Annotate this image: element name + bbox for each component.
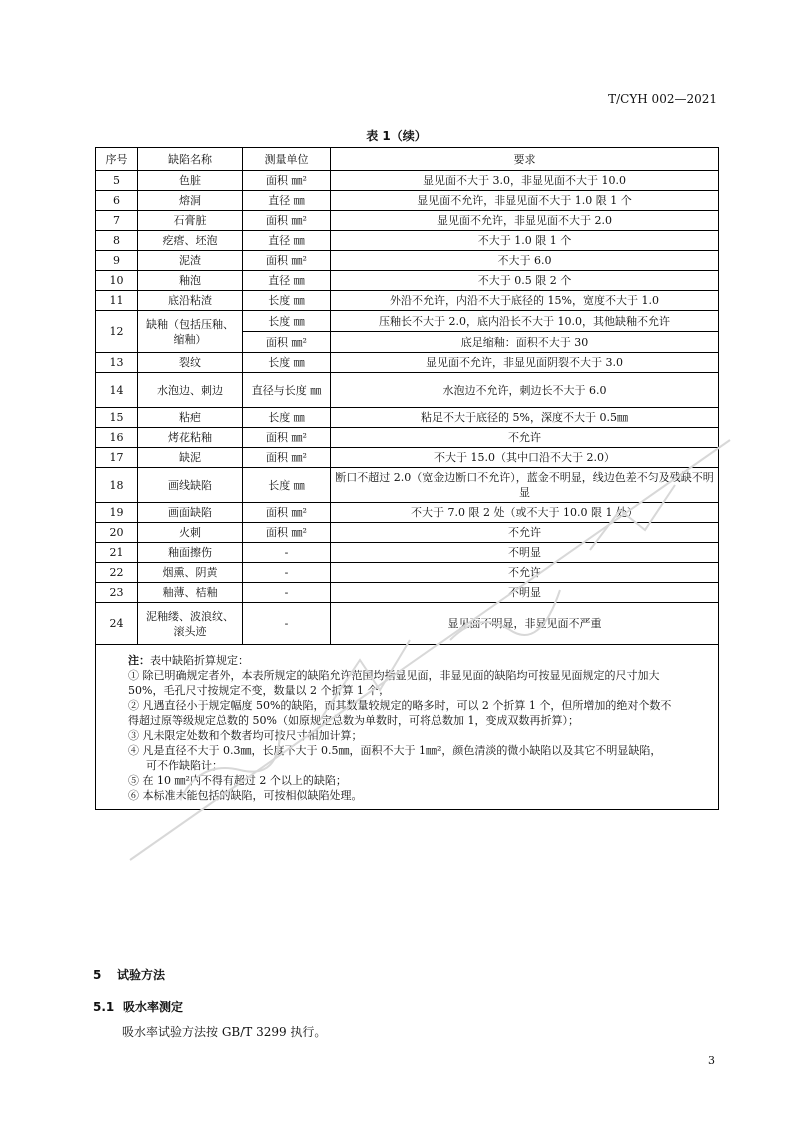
table-row xyxy=(96,211,719,231)
cell-name: 画线缺陷 xyxy=(138,468,243,503)
table-row xyxy=(96,408,719,428)
note-1b: 50%，毛孔尺寸按规定不变，数量以 2 个折算 1 个； xyxy=(128,684,390,697)
cell-name: 裂纹 xyxy=(138,353,243,373)
cell-no: 10 xyxy=(96,271,138,291)
section-title: 吸水率测定 xyxy=(123,1000,184,1014)
cell-unit: 面积 ㎜² xyxy=(243,503,331,523)
cell-req: 不大于 15.0（其中口沿不大于 2.0） xyxy=(331,448,719,468)
cell-no: 19 xyxy=(96,503,138,523)
table-row xyxy=(96,503,719,523)
cell-unit: - xyxy=(243,583,331,603)
note-intro: 表中缺陷折算规定： xyxy=(150,654,249,667)
cell-req: 显见面不允许，非显见面阴裂不大于 3.0 xyxy=(331,353,719,373)
table-row xyxy=(96,563,719,583)
cell-req: 显见面不允许，非显见面不大于 2.0 xyxy=(331,211,719,231)
cell-unit: 面积 ㎜² xyxy=(243,211,331,231)
table-row xyxy=(96,251,719,271)
section-number: 5 xyxy=(93,968,102,982)
cell-req: 不大于 1.0 限 1 个 xyxy=(331,231,719,251)
notes-row xyxy=(96,645,719,810)
cell-req: 不允许 xyxy=(331,523,719,543)
notes-cell xyxy=(96,645,719,810)
cell-no: 12 xyxy=(96,311,138,353)
cell-req: 不明显 xyxy=(331,583,719,603)
note-3: ③ 凡未限定处数和个数者均可按尺寸相加计算； xyxy=(128,729,363,742)
cell-unit: 长度 ㎜ xyxy=(243,311,331,332)
note-1a: ① 除已明确规定者外，本表所规定的缺陷允许范围均指显见面，非显见面的缺陷均可按显见面规定的尺寸加大 xyxy=(128,669,660,682)
cell-name: 石膏脏 xyxy=(138,211,243,231)
cell-name: 泥渣 xyxy=(138,251,243,271)
standard-code: T/CYH 002—2021 xyxy=(608,92,717,106)
cell-name: 缺釉（包括压釉、缩釉） xyxy=(138,311,243,353)
table-header-row xyxy=(96,148,719,171)
cell-req: 底足缩釉：面积不大于 30 xyxy=(331,332,719,353)
cell-name: 釉面擦伤 xyxy=(138,543,243,563)
cell-req: 不允许 xyxy=(331,563,719,583)
cell-unit: 直径 ㎜ xyxy=(243,271,331,291)
cell-unit: - xyxy=(243,563,331,583)
cell-name: 釉薄、桔釉 xyxy=(138,583,243,603)
table-row xyxy=(96,583,719,603)
cell-name: 粘疤 xyxy=(138,408,243,428)
cell-name: 底沿粘渣 xyxy=(138,291,243,311)
cell-no: 15 xyxy=(96,408,138,428)
table-row xyxy=(96,291,719,311)
cell-req: 不大于 7.0 限 2 处（或不大于 10.0 限 1 处） xyxy=(331,503,719,523)
cell-unit: 直径与长度 ㎜ xyxy=(243,373,331,408)
note-6: ⑥ 本标准未能包括的缺陷，可按相似缺陷处理。 xyxy=(128,789,363,802)
cell-no: 23 xyxy=(96,583,138,603)
table-row xyxy=(96,543,719,563)
table-row xyxy=(96,311,719,332)
table-row xyxy=(96,603,719,645)
cell-unit: 长度 ㎜ xyxy=(243,291,331,311)
table-row xyxy=(96,191,719,211)
cell-no: 11 xyxy=(96,291,138,311)
cell-unit: - xyxy=(243,543,331,563)
cell-no: 7 xyxy=(96,211,138,231)
table-row xyxy=(96,523,719,543)
header-no: 序号 xyxy=(96,148,138,171)
cell-name: 疙瘩、坯泡 xyxy=(138,231,243,251)
table-row xyxy=(96,171,719,191)
cell-req: 不大于 0.5 限 2 个 xyxy=(331,271,719,291)
cell-req: 不允许 xyxy=(331,428,719,448)
cell-no: 17 xyxy=(96,448,138,468)
cell-no: 22 xyxy=(96,563,138,583)
table-row xyxy=(96,373,719,408)
note-5: ⑤ 在 10 ㎜²内不得有超过 2 个以上的缺陷； xyxy=(128,774,347,787)
cell-no: 8 xyxy=(96,231,138,251)
cell-name: 水泡边、刺边 xyxy=(138,373,243,408)
cell-name: 釉泡 xyxy=(138,271,243,291)
cell-unit: 面积 ㎜² xyxy=(243,332,331,353)
table-row xyxy=(96,271,719,291)
table-row xyxy=(96,448,719,468)
cell-unit: 直径 ㎜ xyxy=(243,231,331,251)
table-row xyxy=(96,231,719,251)
cell-req: 断口不超过 2.0（宽金边断口不允许），蓝金不明显，线边色差不匀及残缺不明显 xyxy=(331,468,719,503)
cell-unit: 长度 ㎜ xyxy=(243,468,331,503)
cell-no: 13 xyxy=(96,353,138,373)
defect-table xyxy=(95,147,719,810)
cell-no: 24 xyxy=(96,603,138,645)
cell-unit: 长度 ㎜ xyxy=(243,408,331,428)
cell-no: 18 xyxy=(96,468,138,503)
table-caption: 表 1（续） xyxy=(366,129,427,143)
header-unit: 测量单位 xyxy=(243,148,331,171)
note-2a: ② 凡遇直径小于规定幅度 50%的缺陷，而其数量较规定的略多时，可以 2 个折算 1 个，但所增加的绝对个数不 xyxy=(128,699,672,712)
note-4a: ④ 凡是直径不大于 0.3㎜，长度不大于 0.5㎜，面积不大于 1㎜²，颜色清淡的微小缺陷以及其它不明显缺陷， xyxy=(128,744,662,757)
cell-req: 水泡边不允许，刺边长不大于 6.0 xyxy=(331,373,719,408)
cell-req: 显见面不大于 3.0，非显见面不大于 10.0 xyxy=(331,171,719,191)
cell-unit: 直径 ㎜ xyxy=(243,191,331,211)
cell-name: 熔洞 xyxy=(138,191,243,211)
section-title: 试验方法 xyxy=(117,968,166,982)
section-number: 5.1 xyxy=(93,1000,115,1014)
cell-unit: 面积 ㎜² xyxy=(243,428,331,448)
cell-req: 显见面不允许，非显见面不大于 1.0 限 1 个 xyxy=(331,191,719,211)
cell-req: 粘足不大于底径的 5%，深度不大于 0.5㎜ xyxy=(331,408,719,428)
table-row xyxy=(96,428,719,448)
cell-req: 不大于 6.0 xyxy=(331,251,719,271)
note-4b: 可不作缺陷计； xyxy=(146,759,223,772)
cell-no: 20 xyxy=(96,523,138,543)
cell-unit: 面积 ㎜² xyxy=(243,523,331,543)
paragraph: 吸水率试验方法按 GB/T 3299 执行。 xyxy=(122,1025,327,1039)
table-row xyxy=(96,468,719,503)
page-number: 3 xyxy=(708,1054,715,1067)
header-defect-name: 缺陷名称 xyxy=(138,148,243,171)
note-head: 注： xyxy=(128,654,150,667)
header-requirement: 要求 xyxy=(331,148,719,171)
cell-name: 画面缺陷 xyxy=(138,503,243,523)
cell-req: 不明显 xyxy=(331,543,719,563)
cell-name: 火刺 xyxy=(138,523,243,543)
cell-name: 烟熏、阴黄 xyxy=(138,563,243,583)
table-row xyxy=(96,353,719,373)
cell-req: 压釉长不大于 2.0，底内沿长不大于 10.0，其他缺釉不允许 xyxy=(331,311,719,332)
cell-no: 9 xyxy=(96,251,138,271)
cell-name: 烤花粘釉 xyxy=(138,428,243,448)
cell-name: 色脏 xyxy=(138,171,243,191)
note-2b: 得超过原等级规定总数的 50%（如原规定总数为单数时，可将总数加 1，变成双数再折算）； xyxy=(128,714,579,727)
cell-unit: 面积 ㎜² xyxy=(243,171,331,191)
cell-unit: 长度 ㎜ xyxy=(243,353,331,373)
cell-no: 21 xyxy=(96,543,138,563)
cell-no: 5 xyxy=(96,171,138,191)
cell-unit: 面积 ㎜² xyxy=(243,251,331,271)
section-5-1-heading xyxy=(93,998,183,1015)
cell-name: 缺泥 xyxy=(138,448,243,468)
cell-unit: - xyxy=(243,603,331,645)
cell-no: 6 xyxy=(96,191,138,211)
cell-req: 显见面不明显，非显见面不严重 xyxy=(331,603,719,645)
cell-no: 14 xyxy=(96,373,138,408)
cell-unit: 面积 ㎜² xyxy=(243,448,331,468)
cell-no: 16 xyxy=(96,428,138,448)
cell-name: 泥釉缕、波浪纹、滚头迹 xyxy=(138,603,243,645)
section-5-heading xyxy=(93,966,165,983)
cell-req: 外沿不允许，内沿不大于底径的 15%，宽度不大于 1.0 xyxy=(331,291,719,311)
